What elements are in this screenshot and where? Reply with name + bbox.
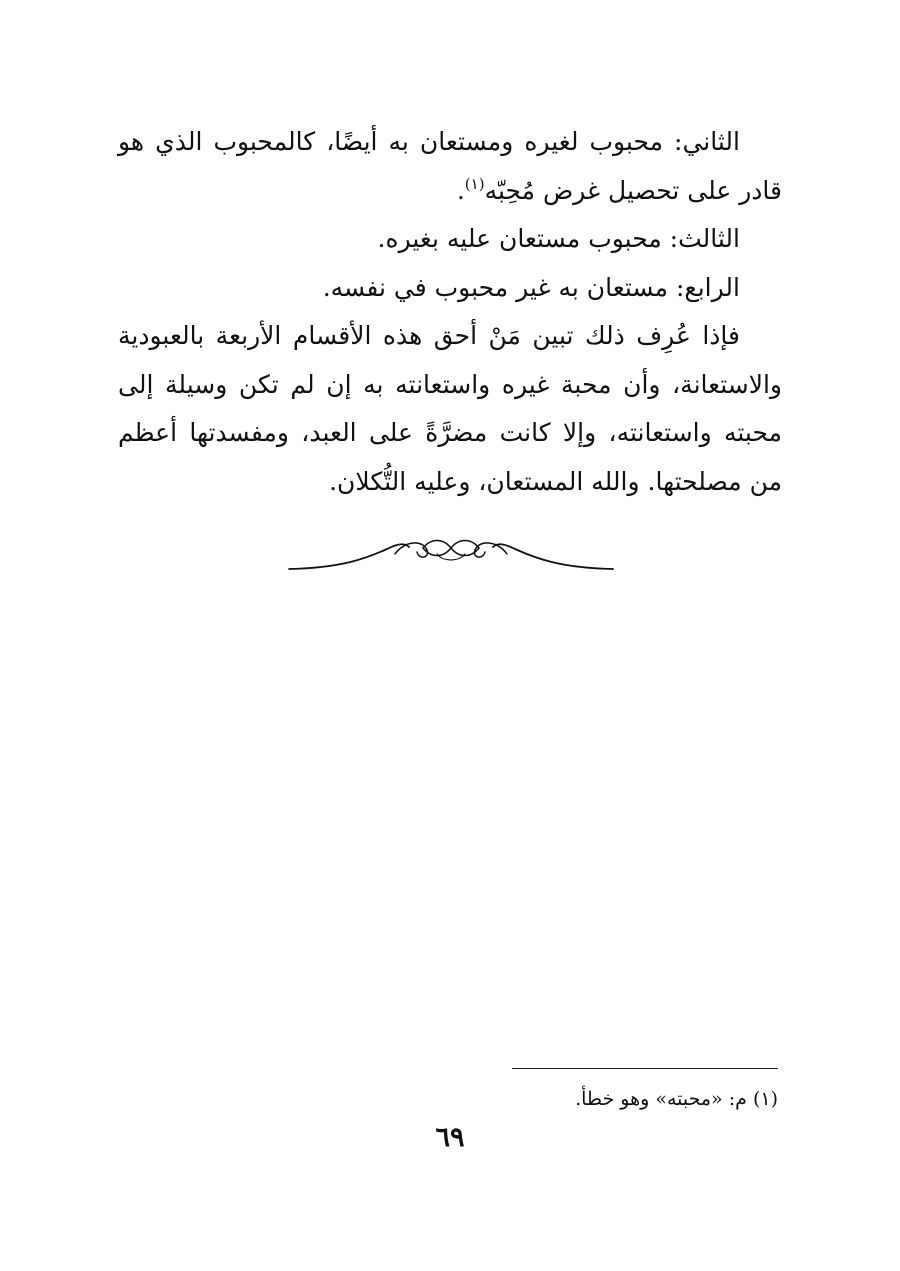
paragraph-end-punctuation: . — [456, 175, 465, 205]
paragraph-third-type: الثالث: محبوب مستعان عليه بغيره. — [377, 224, 740, 253]
footnote-text: م: «محبته» وهو خطأ. — [575, 1088, 747, 1110]
paragraph-fourth-type: الرابع: مستعان به غير محبوب في نفسه. — [322, 272, 740, 302]
main-text — [118, 118, 782, 506]
footnote-number: (١) — [752, 1088, 778, 1110]
paragraph-text: الثاني: محبوب لغيره ومستعان به أيضًا، كالمحبوب الذي هو قادر على تحصيل غرض مُحِبّه — [118, 127, 782, 205]
paragraph-conclusion: فإذا عُرِف ذلك تبين مَنْ أحق هذه الأقسام الأربعة بالعبودية والاستعانة، وأن محبة غيره واستعانته به إن لم تكن وسيلة إلى محبته واستعانته، وإلا كانت مضرَّةً على العبد، ومفسدتها أعظم من مصلحتها. والله المستعان، وعليه التُّكلان. — [118, 321, 782, 496]
footnote — [378, 1084, 778, 1114]
ornament-divider-icon — [287, 532, 615, 576]
page-number: ٦٩ — [435, 1122, 465, 1153]
footnote-divider — [512, 1068, 778, 1069]
paragraph-second-type — [118, 118, 782, 215]
footnote-reference[interactable]: (١) — [464, 174, 485, 193]
